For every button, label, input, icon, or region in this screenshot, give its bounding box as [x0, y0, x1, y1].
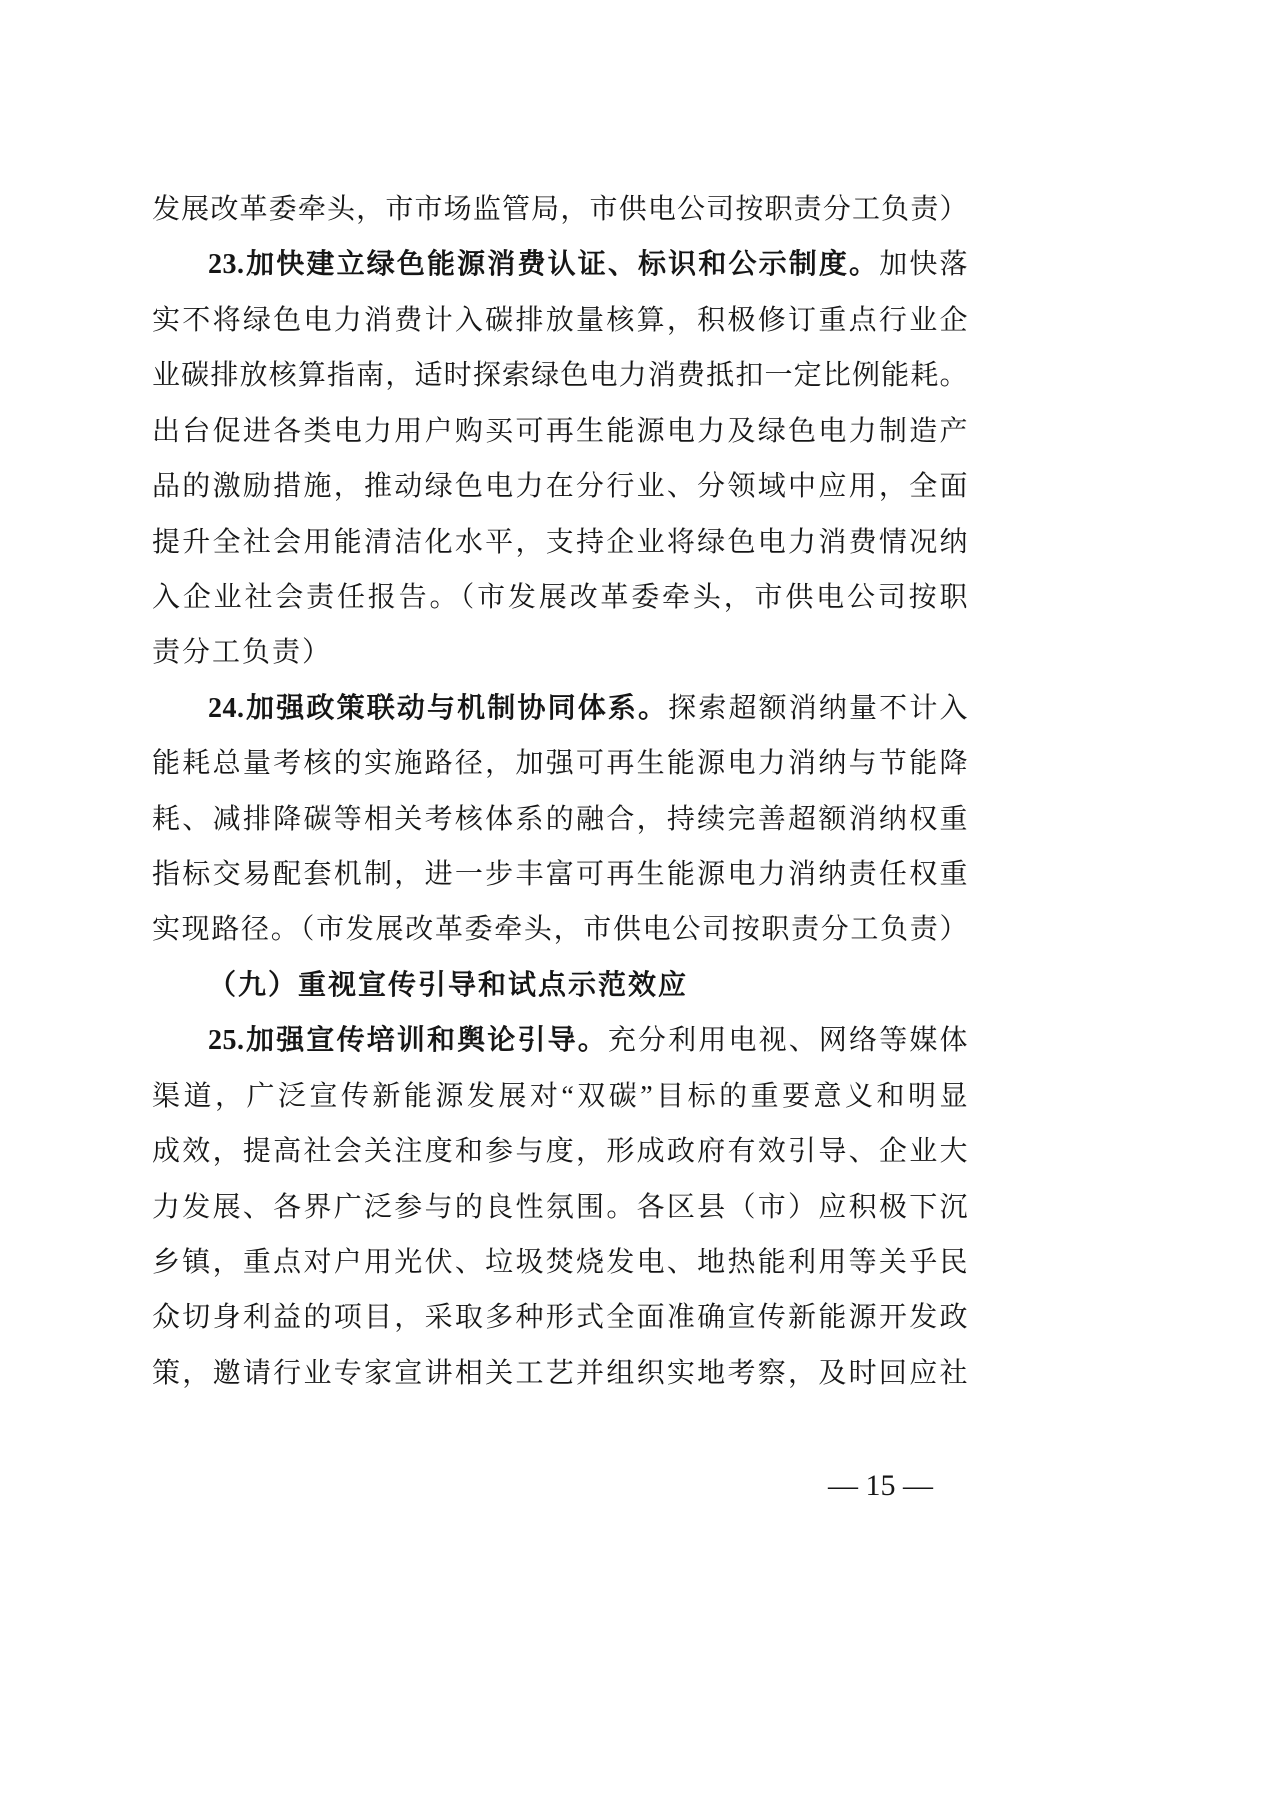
body-line: 出台促进各类电力用户购买可再生能源电力及绿色电力制造产	[152, 415, 968, 447]
page-number: — 15 —	[828, 1469, 933, 1502]
body-line: 成效，提高社会关注度和参与度，形成政府有效引导、企业大	[152, 1136, 968, 1168]
body-line: 责分工负责）	[152, 637, 333, 669]
item-23-title: 23.加快建立绿色能源消费认证、标识和公示制度。	[208, 249, 880, 281]
body-line: 实不将绿色电力消费计入碳排放量核算，积极修订重点行业企	[152, 304, 968, 336]
item-25-first-line	[152, 1013, 968, 1068]
item-24-title: 24.加强政策联动与机制协同体系。	[208, 692, 669, 724]
item-23-first-line	[152, 237, 968, 292]
body-line: 策，邀请行业专家宣讲相关工艺并组织实地考察，及时回应社	[152, 1357, 968, 1389]
body-line: 发展改革委牵头，市市场监管局，市供电公司按职责分工负责）	[152, 194, 968, 225]
item-23-text: 加快落	[879, 249, 968, 281]
body-line: 品的激励措施，推动绿色电力在分行业、分领域中应用，全面	[152, 471, 968, 503]
item-25-title: 25.加强宣传培训和舆论引导。	[208, 1025, 608, 1057]
body-line: 众切身利益的项目，采取多种形式全面准确宣传新能源开发政	[152, 1302, 968, 1334]
body-line: 入企业社会责任报告。（市发展改革委牵头，市供电公司按职	[152, 581, 968, 613]
section-heading: （九）重视宣传引导和试点示范效应	[208, 969, 689, 1001]
body-line: 能耗总量考核的实施路径，加强可再生能源电力消纳与节能降	[152, 748, 968, 780]
body-line: 乡镇，重点对户用光伏、垃圾焚烧发电、地热能利用等关乎民	[152, 1247, 968, 1279]
body-line: 力发展、各界广泛参与的良性氛围。各区县（市）应积极下沉	[152, 1191, 968, 1223]
document-body	[152, 182, 968, 1401]
item-24-text: 探索超额消纳量不计入	[668, 692, 968, 724]
body-line: 提升全社会用能清洁化水平，支持企业将绿色电力消费情况纳	[152, 526, 968, 558]
body-line: 耗、减排降碳等相关考核体系的融合，持续完善超额消纳权重	[152, 803, 968, 835]
body-line: 渠道，广泛宣传新能源发展对“双碳”目标的重要意义和明显	[152, 1080, 968, 1112]
item-25-text: 充分利用电视、网络等媒体	[607, 1025, 968, 1057]
body-line: 业碳排放核算指南，适时探索绿色电力消费抵扣一定比例能耗。	[152, 360, 968, 392]
item-24-first-line	[152, 681, 968, 736]
body-line: 指标交易配套机制，进一步丰富可再生能源电力消纳责任权重	[152, 859, 968, 891]
body-line: 实现路径。（市发展改革委牵头，市供电公司按职责分工负责）	[152, 914, 968, 946]
